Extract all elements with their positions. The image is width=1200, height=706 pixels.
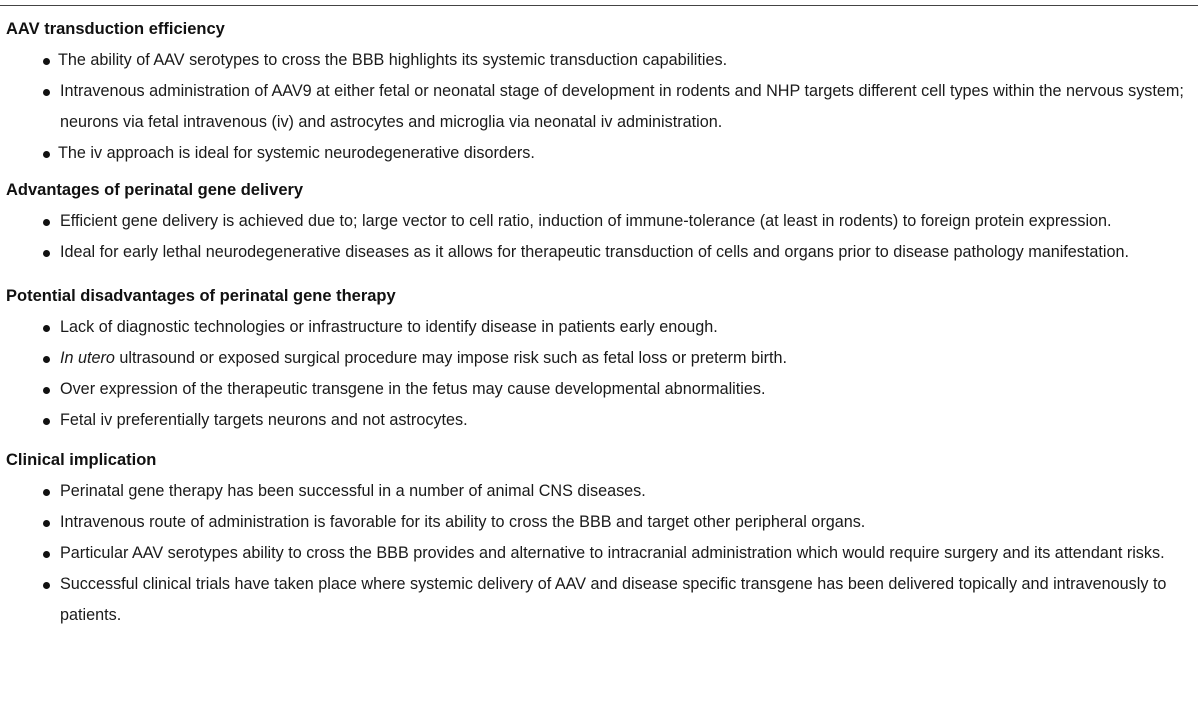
list-item-text: Ideal for early lethal neurodegenerative diseases as it allows for therapeutic transduction of cells and organs prior to disease pathology manifestation. (60, 243, 1129, 261)
list-item (0, 206, 1200, 237)
bullet-list (0, 45, 1200, 169)
bullet-icon (43, 219, 50, 226)
list-item-text: The ability of AAV serotypes to cross the BBB highlights its systemic transduction capabilities. (58, 51, 728, 69)
list-item (0, 76, 1200, 138)
bullet-icon (43, 356, 50, 363)
list-item-text: Over expression of the therapeutic transgene in the fetus may cause developmental abnormalities. (60, 380, 766, 398)
list-item (0, 569, 1200, 631)
bullet-icon (43, 89, 50, 96)
list-item (0, 343, 1200, 374)
section-heading: Potential disadvantages of perinatal gene therapy (6, 287, 396, 305)
list-item-text: The iv approach is ideal for systemic neurodegenerative disorders. (58, 144, 535, 162)
bullet-icon (43, 520, 50, 527)
section-aav-transduction-efficiency (0, 14, 1200, 169)
bullet-icon (43, 250, 50, 257)
bullet-list (0, 476, 1200, 631)
bullet-icon (43, 58, 50, 65)
bullet-icon (43, 582, 50, 589)
list-item-text: ultrasound or exposed surgical procedure may impose risk such as fetal loss or preterm birth. (114, 349, 787, 367)
section-advantages-of-perinatal-gene-delivery (0, 175, 1200, 268)
bullet-list (0, 312, 1200, 436)
list-item (0, 138, 1200, 169)
section-potential-disadvantages-of-perinatal-gene-therapy (0, 281, 1200, 436)
section-clinical-implication (0, 445, 1200, 631)
section-heading: Clinical implication (6, 451, 157, 469)
list-item (0, 237, 1200, 268)
section-heading: AAV transduction efficiency (6, 20, 225, 38)
list-item (0, 374, 1200, 405)
bullet-icon (43, 418, 50, 425)
list-item (0, 405, 1200, 436)
bullet-icon (43, 151, 50, 158)
bullet-icon (43, 387, 50, 394)
list-item (0, 312, 1200, 343)
list-item-text: Fetal iv preferentially targets neurons and not astrocytes. (60, 411, 468, 429)
bullet-list (0, 206, 1200, 268)
table-content (0, 14, 1200, 631)
section-heading: Advantages of perinatal gene delivery (6, 181, 304, 199)
list-item-text: Successful clinical trials have taken place where systemic delivery of AAV and disease specific transgene has been delivered topically and intravenously to patients. (60, 575, 1167, 624)
top-rule (0, 5, 1198, 6)
list-item (0, 45, 1200, 76)
list-item (0, 476, 1200, 507)
bullet-icon (43, 489, 50, 496)
list-item-text: Intravenous route of administration is favorable for its ability to cross the BBB and target other peripheral organs. (60, 513, 866, 531)
italic-term: In utero (60, 349, 115, 367)
bullet-icon (43, 551, 50, 558)
list-item-text: Particular AAV serotypes ability to cross the BBB provides and alternative to intracranial administration which would require surgery and its attendant risks. (60, 544, 1165, 562)
list-item (0, 507, 1200, 538)
list-item (0, 538, 1200, 569)
list-item-text: Perinatal gene therapy has been successful in a number of animal CNS diseases. (60, 482, 646, 500)
list-item-text: Lack of diagnostic technologies or infrastructure to identify disease in patients early enough. (60, 318, 718, 336)
bullet-icon (43, 325, 50, 332)
list-item-text: Intravenous administration of AAV9 at either fetal or neonatal stage of development in rodents and NHP targets different cell types within the nervous system; neurons via fetal intravenous (iv) and astrocytes and microglia via neonatal iv administration. (60, 82, 1184, 131)
list-item-text: Efficient gene delivery is achieved due to; large vector to cell ratio, induction of immune-tolerance (at least in rodents) to foreign protein expression. (60, 212, 1112, 230)
